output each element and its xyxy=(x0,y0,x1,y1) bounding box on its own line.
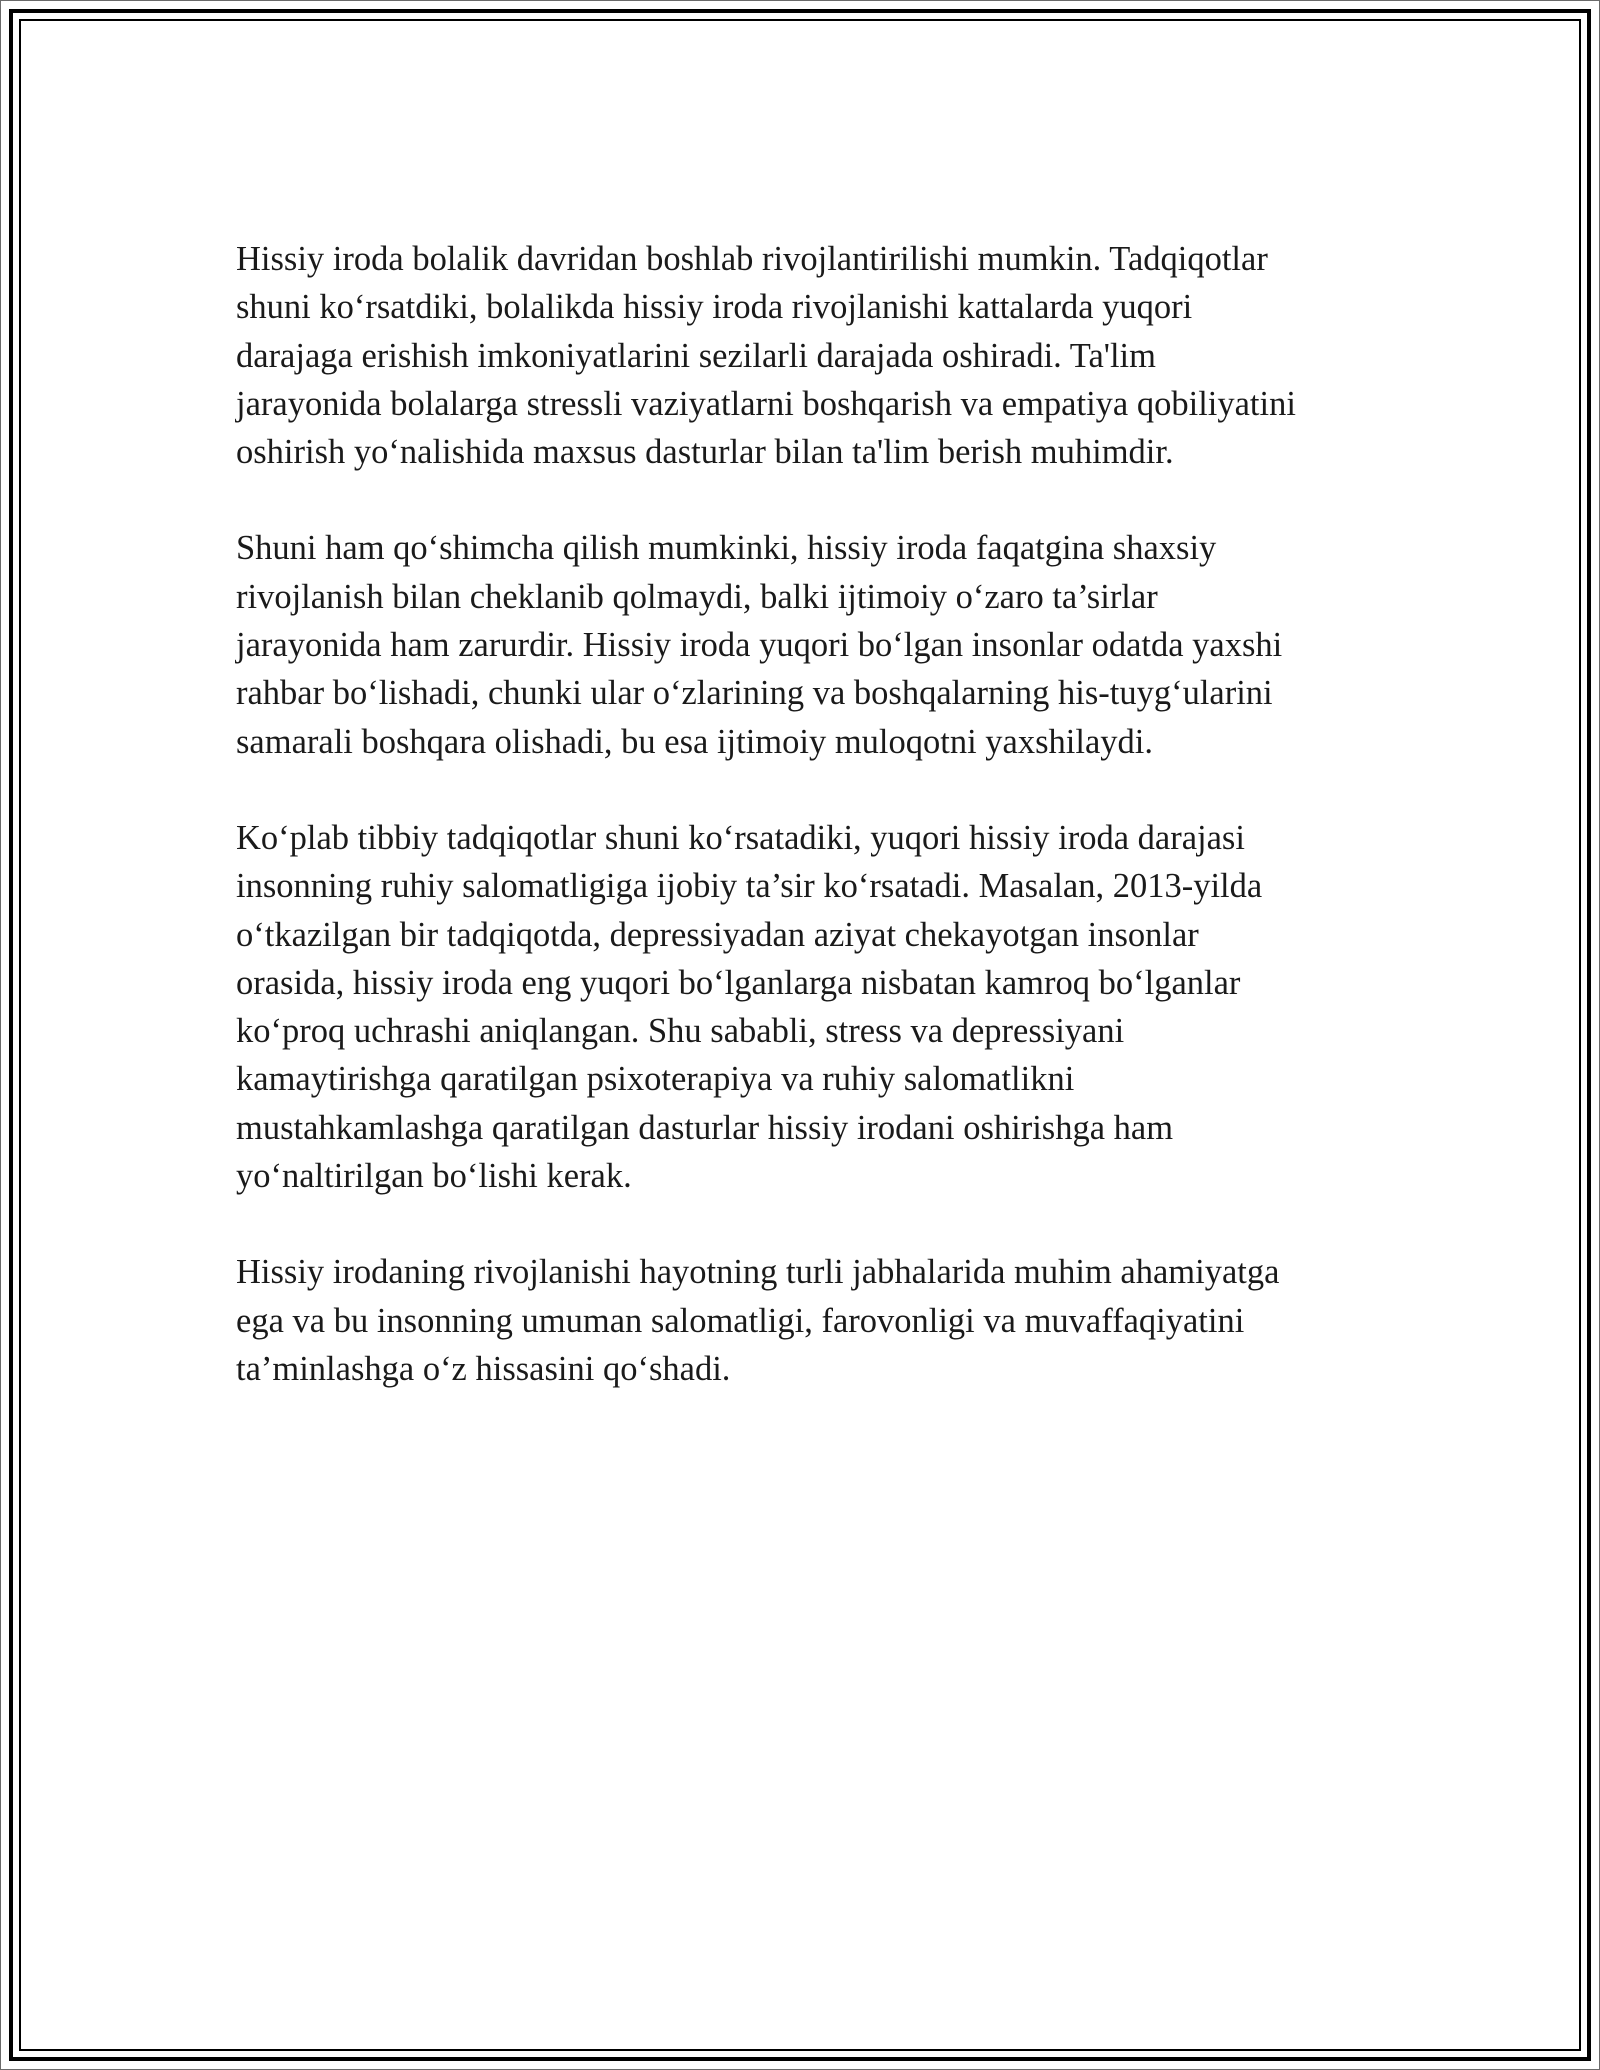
text-line: insonning ruhiy salomatligiga ijobiy ta’sir ko‘rsatadi. Masalan, 2013-yilda xyxy=(236,867,1263,906)
text-line: samarali boshqara olishadi, bu esa ijtimoiy muloqotni yaxshilaydi. xyxy=(236,722,1153,761)
text-line: mustahkamlashga qaratilgan dasturlar hissiy irodani oshirishga ham xyxy=(236,1108,1174,1147)
text-line: Hissiy irodaning rivojlanishi hayotning turli jabhalarida muhim ahamiyatga xyxy=(236,1253,1280,1292)
text-line: darajaga erishish imkoniyatlarini sezilarli darajada oshiradi. Ta'lim xyxy=(236,336,1156,375)
text-line: orasida, hissiy iroda eng yuqori bo‘lganlarga nisbatan kamroq bo‘lganlar xyxy=(236,963,1241,1002)
paragraph-3 xyxy=(236,814,1386,1200)
paragraph-4 xyxy=(236,1248,1386,1393)
text-line: ega va bu insonning umuman salomatligi, farovonligi va muvaffaqiyatini xyxy=(236,1301,1245,1340)
text-line: jarayonida bolalarga stressli vaziyatlarni boshqarish va empatiya qobiliyatini xyxy=(236,384,1296,423)
text-line: Hissiy iroda bolalik davridan boshlab rivojlantirilishi mumkin. Tadqiqotlar xyxy=(236,240,1268,278)
text-line: Ko‘plab tibbiy tadqiqotlar shuni ko‘rsatadiki, yuqori hissiy iroda darajasi xyxy=(236,818,1245,857)
text-line: yo‘naltirilgan bo‘lishi kerak. xyxy=(236,1157,632,1196)
text-line: kamaytirishga qaratilgan psixoterapiya va ruhiy salomatlikni xyxy=(236,1060,1075,1099)
text-line: o‘tkazilgan bir tadqiqotda, depressiyadan aziyat chekayotgan insonlar xyxy=(236,915,1199,954)
text-line: ko‘proq uchrashi aniqlangan. Shu sababli, stress va depressiyani xyxy=(236,1012,1125,1051)
text-line: jarayonida ham zarurdir. Hissiy iroda yuqori bo‘lgan insonlar odatda yaxshi xyxy=(236,626,1283,665)
paragraph-2 xyxy=(236,524,1386,765)
text-line: shuni ko‘rsatdiki, bolalikda hissiy iroda rivojlanishi kattalarda yuqori xyxy=(236,288,1193,327)
text-line: ta’minlashga o‘z hissasini qo‘shadi. xyxy=(236,1349,731,1388)
text-line: rivojlanish bilan cheklanib qolmaydi, balki ijtimoiy o‘zaro ta’sirlar xyxy=(236,577,1158,616)
document-body xyxy=(236,235,1386,1441)
paragraph-1 xyxy=(236,235,1386,476)
text-line: rahbar bo‘lishadi, chunki ular o‘zlarining va boshqalarning his-tuyg‘ularini xyxy=(236,674,1273,713)
text-line: Shuni ham qo‘shimcha qilish mumkinki, hissiy iroda faqatgina shaxsiy xyxy=(236,529,1217,568)
text-line: oshirish yo‘nalishida maxsus dasturlar bilan ta'lim berish muhimdir. xyxy=(236,433,1174,472)
